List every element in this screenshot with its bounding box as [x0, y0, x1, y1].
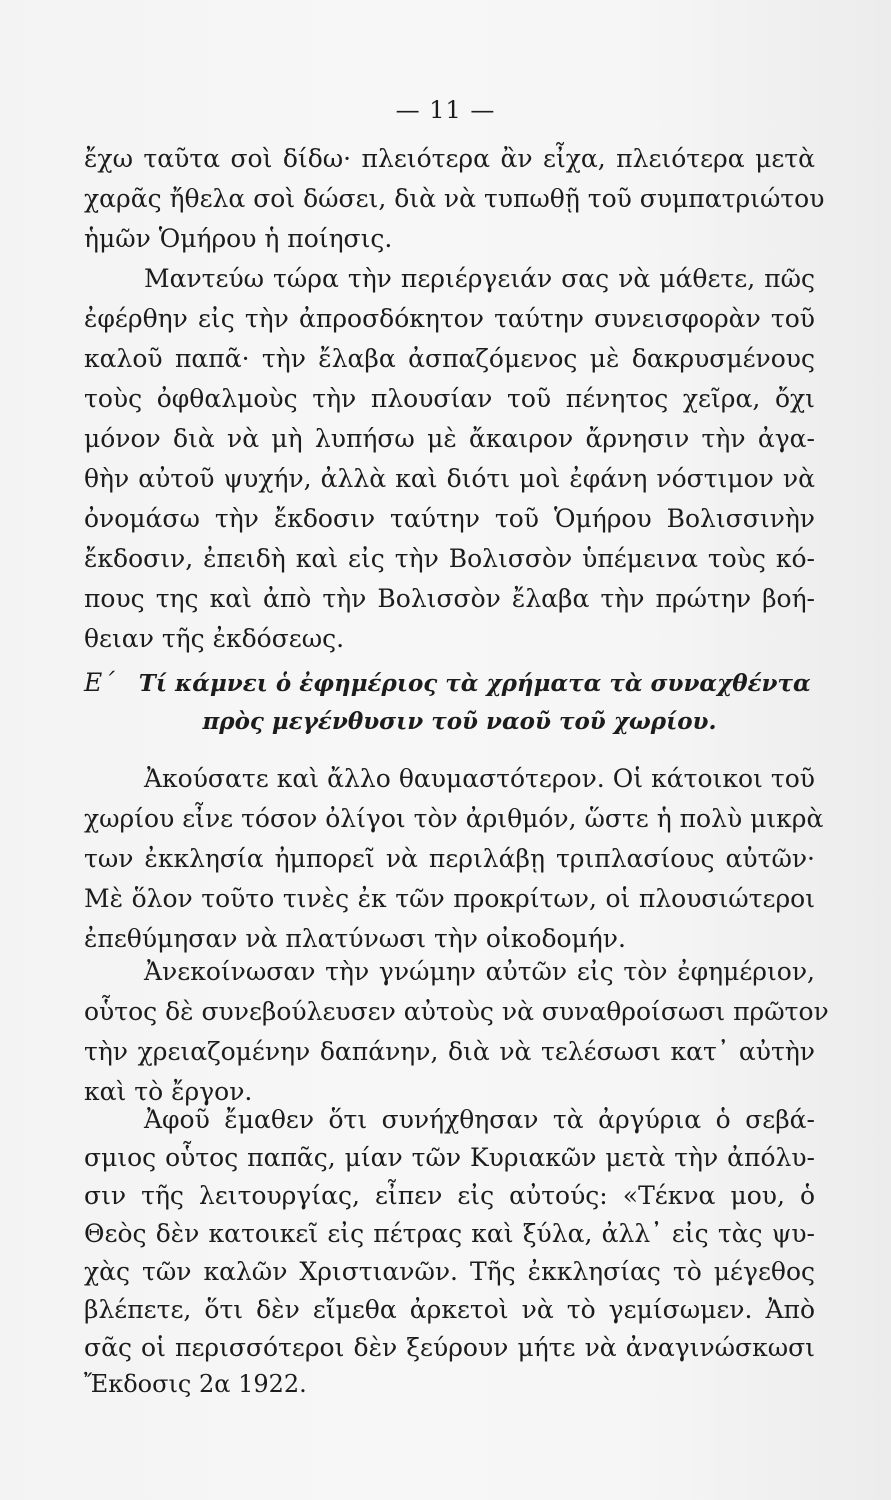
text-line: Θεὸς δὲν κατοικεῖ εἰς πέτρας καὶ ξύλα, ἀλλ᾽ εἰς τὰς ψυ- — [84, 1219, 815, 1248]
text-line: οὗτος δὲ συνεβούλευσεν αὐτοὺς νὰ συναθροίσωσι πρῶτον — [84, 997, 829, 1026]
text-line: μόνον διὰ νὰ μὴ λυπήσω μὲ ἄκαιρον ἄρνησιν τὴν ἀγα- — [84, 424, 815, 453]
text-line: χαρᾶς ἤθελα σοὶ δώσει, διὰ νὰ τυπωθῇ τοῦ συμπατριώτου — [84, 184, 825, 213]
text-line: χωρίου εἶνε τόσον ὀλίγοι τὸν ἀριθμόν, ὥστε ἡ πολὺ μικρὰ — [84, 804, 824, 833]
text-line: βλέπετε, ὅτι δὲν εἴμεθα ἀρκετοὶ νὰ τὸ γεμίσωμεν. Ἀπὸ — [84, 1295, 815, 1324]
text-line: θειαν τῆς ἐκδόσεως. — [84, 624, 345, 653]
edition-footer: Ἔκδοσις 2α 1922. — [84, 1370, 307, 1398]
text-line: σιν τῆς λειτουργίας, εἶπεν εἰς αὐτούς: «Τέκνα μου, ὁ — [84, 1181, 815, 1210]
text-line: των ἐκκλησία ἠμπορεῖ νὰ περιλάβῃ τριπλασίους αὐτῶν· — [84, 844, 815, 873]
section-heading — [84, 664, 815, 741]
text-line: Μαντεύω τώρα τὴν περιέργειάν σας νὰ μάθετε, πῶς — [144, 264, 815, 293]
text-line: ἐφέρθην εἰς τὴν ἀπροσδόκητον ταύτην συνεισφορὰν τοῦ — [84, 304, 815, 333]
page-number: — 11 — — [395, 96, 496, 124]
text-line: ὀνομάσω τὴν ἔκδοσιν ταύτην τοῦ Ὁμήρου Βολισσινὴν — [84, 504, 815, 533]
text-line: τὴν χρειαζομένην δαπάνην, διὰ νὰ τελέσωσι κατ᾽ αὐτὴν — [84, 1037, 815, 1066]
text-line: Ἀνεκοίνωσαν τὴν γνώμην αὐτῶν εἰς τὸν ἐφημέριον, — [144, 957, 815, 986]
text-line: Ἀφοῦ ἔμαθεν ὅτι συνήχθησαν τὰ ἀργύρια ὁ σεβά- — [144, 1105, 815, 1134]
text-line: Μὲ ὅλον τοῦτο τινὲς ἐκ τῶν προκρίτων, οἱ πλουσιώτεροι — [84, 884, 815, 913]
section-heading-line-1 — [84, 664, 815, 703]
text-line: ἔχω ταῦτα σοὶ δίδω· πλειότερα ἂν εἶχα, πλειότερα μετὰ — [84, 144, 815, 173]
section-heading-line-2: πρὸς μεγένθυσιν τοῦ ναοῦ τοῦ χωρίου. — [202, 708, 717, 735]
text-line: σᾶς οἱ περισσότεροι δὲν ξεύρουν μήτε νὰ ἀναγινώσκωσι — [84, 1333, 815, 1362]
text-line: σμιος οὗτος παπᾶς, μίαν τῶν Κυριακῶν μετὰ τὴν ἀπόλυ- — [84, 1143, 815, 1172]
text-line: καὶ τὸ ἔργον. — [84, 1077, 253, 1106]
text-line: ἡμῶν Ὁμήρου ἡ ποίησις. — [84, 224, 393, 253]
text-line: Ἀκούσατε καὶ ἄλλο θαυμαστότερον. Οἱ κάτοικοι τοῦ — [144, 764, 815, 793]
text-line: ἔκδοσιν, ἐπειδὴ καὶ εἰς τὴν Βολισσὸν ὑπέμεινα τοὺς κό- — [84, 544, 815, 573]
section-letter: Ε΄ — [84, 668, 115, 697]
text-line: τοὺς ὀφθαλμοὺς τὴν πλουσίαν τοῦ πένητος χεῖρα, ὄχι — [84, 384, 815, 413]
text-line: θὴν αὐτοῦ ψυχήν, ἀλλὰ καὶ διότι μοὶ ἐφάνη νόστιμον νὰ — [84, 464, 815, 493]
text-line: ἐπεθύμησαν νὰ πλατύνωσι τὴν οἰκοδομήν. — [84, 924, 626, 953]
text-line: καλοῦ παπᾶ· τὴν ἔλαβα ἀσπαζόμενος μὲ δακρυσμένους — [84, 344, 815, 373]
text-line: χὰς τῶν καλῶν Χριστιανῶν. Τῆς ἐκκλησίας τὸ μέγεθος — [84, 1257, 815, 1286]
text-line: πους της καὶ ἀπὸ τὴν Βολισσὸν ἔλαβα τὴν πρώτην βοή- — [84, 584, 815, 613]
section-heading-text-1: Τί κάμνει ὁ ἐφημέριος τὰ χρήματα τὰ συναχθέντα — [138, 670, 811, 697]
